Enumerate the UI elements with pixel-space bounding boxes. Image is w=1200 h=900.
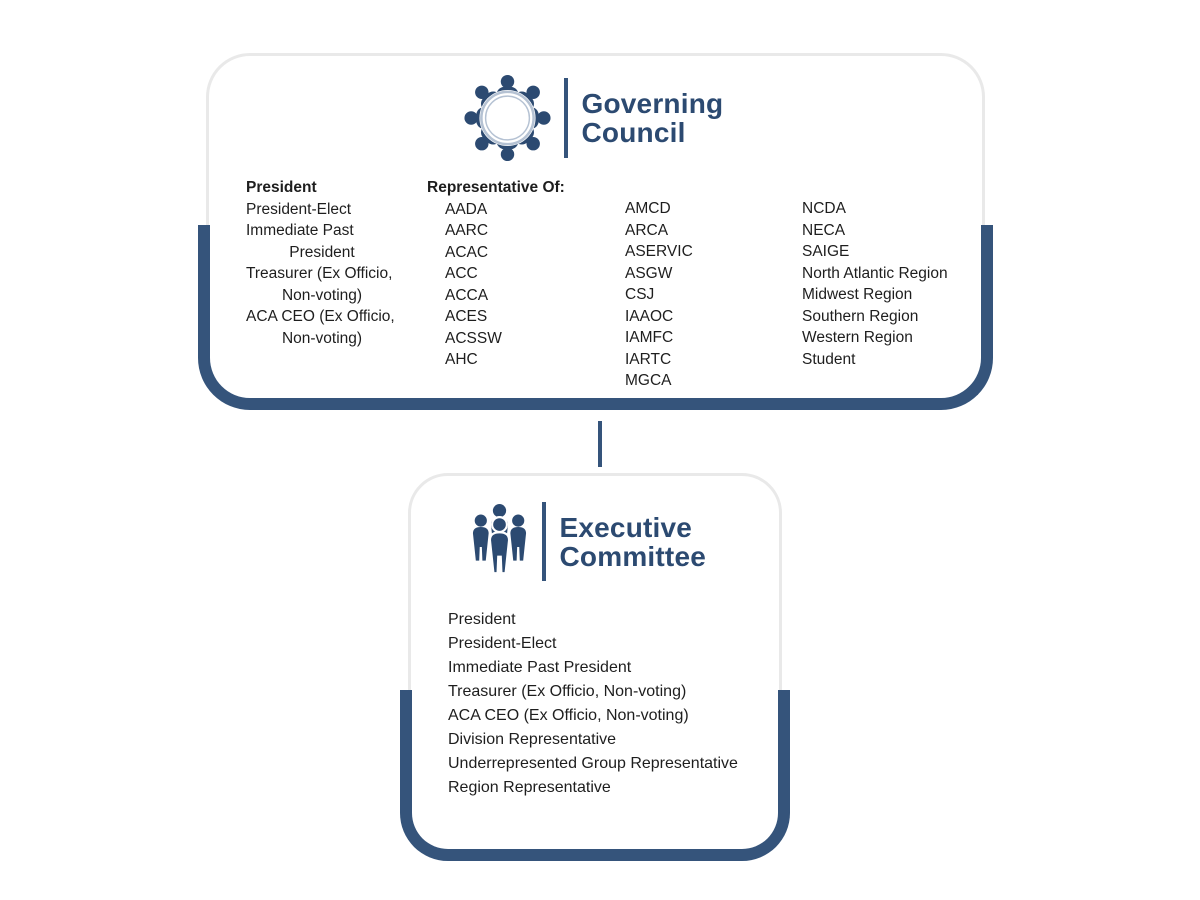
representative-item: ACES bbox=[445, 308, 488, 325]
representative-item: ACC bbox=[445, 265, 478, 282]
governing-council-card bbox=[206, 53, 985, 402]
representative-item: IAMFC bbox=[625, 329, 674, 346]
member-line: President bbox=[448, 611, 516, 628]
executive-committee-header bbox=[469, 498, 745, 585]
officer-line: President bbox=[246, 179, 317, 196]
officer-line: Treasurer (Ex Officio, bbox=[246, 265, 393, 282]
member-line: Region Representative bbox=[448, 779, 611, 796]
member-line: ACA CEO (Ex Officio, Non-voting) bbox=[448, 707, 689, 724]
governing-council-title: Governing Council bbox=[581, 88, 724, 148]
member-line: Immediate Past President bbox=[448, 659, 632, 676]
representative-item: AADA bbox=[445, 200, 488, 218]
member-line: President-Elect bbox=[448, 635, 557, 652]
representative-item: IARTC bbox=[625, 350, 672, 368]
officer-line: President-Elect bbox=[246, 200, 352, 218]
executive-committee-members bbox=[448, 608, 778, 800]
people-group-icon bbox=[469, 498, 530, 585]
representative-item: ASERVIC bbox=[625, 243, 693, 260]
representatives-column-b bbox=[625, 198, 790, 392]
representative-item: AMCD bbox=[625, 200, 671, 217]
officer-line: ACA CEO (Ex Officio, bbox=[246, 308, 395, 325]
representative-item: North Atlantic Region bbox=[802, 264, 948, 282]
representative-item: Student bbox=[802, 350, 856, 368]
representatives-column-c bbox=[802, 198, 977, 370]
connector-line bbox=[598, 421, 602, 467]
officer-line: Non-voting) bbox=[281, 286, 363, 304]
representatives-column-a bbox=[427, 177, 612, 371]
member-line: Underrepresented Group Representative bbox=[448, 755, 738, 772]
header-divider bbox=[564, 78, 568, 158]
representative-item: CSJ bbox=[625, 286, 655, 303]
representative-item: Southern Region bbox=[802, 307, 919, 325]
member-line: Division Representative bbox=[448, 731, 617, 748]
round-table-icon bbox=[459, 72, 556, 164]
representative-item: NCDA bbox=[802, 200, 846, 217]
executive-committee-title: Executive Committee bbox=[559, 511, 706, 572]
representative-item: ACCA bbox=[445, 286, 489, 304]
representative-item: Western Region bbox=[802, 329, 913, 346]
representative-item: AHC bbox=[445, 351, 478, 368]
representative-item: MGCA bbox=[625, 372, 672, 389]
representative-item: NECA bbox=[802, 221, 846, 239]
representative-item: Midwest Region bbox=[802, 286, 913, 303]
member-line: Treasurer (Ex Officio, Non-voting) bbox=[448, 683, 687, 700]
representative-item: SAIGE bbox=[802, 243, 850, 260]
officer-line: Immediate Past bbox=[246, 222, 354, 239]
header-divider bbox=[542, 502, 546, 581]
officer-line: President bbox=[289, 243, 355, 261]
representative-item: ARCA bbox=[625, 221, 669, 239]
representative-item: IAAOC bbox=[625, 307, 674, 325]
representatives-list-a bbox=[427, 199, 612, 371]
governing-council-header bbox=[459, 72, 767, 164]
executive-committee-card bbox=[408, 473, 782, 853]
representative-item: ACAC bbox=[445, 243, 489, 261]
officers-column bbox=[246, 177, 398, 349]
representative-of-header: Representative Of: bbox=[427, 179, 565, 196]
officer-line: Non-voting) bbox=[281, 329, 363, 347]
representative-item: ACSSW bbox=[445, 329, 502, 347]
representative-item: ASGW bbox=[625, 264, 673, 282]
representative-item: AARC bbox=[445, 222, 489, 239]
